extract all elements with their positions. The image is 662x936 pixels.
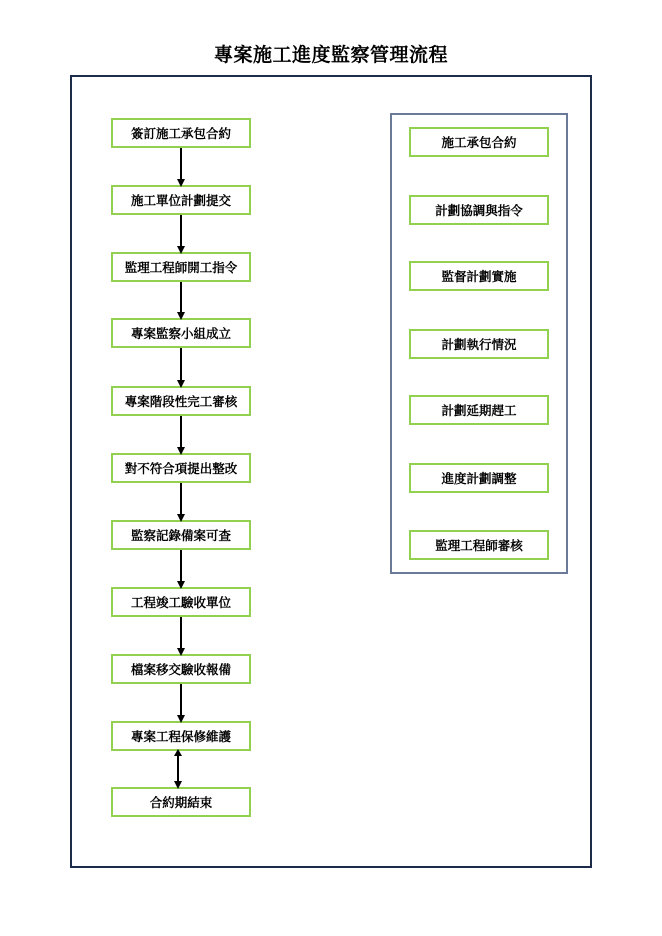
flow-step-7: 監察記錄備案可查	[111, 520, 251, 550]
side-item-7: 監理工程師審核	[409, 530, 549, 560]
flow-step-3: 監理工程師開工指令	[111, 252, 251, 282]
flow-step-4: 專案監察小組成立	[111, 318, 251, 348]
page-title: 專案施工進度監察管理流程	[213, 44, 448, 66]
arrow-10-tail-head	[174, 749, 182, 756]
side-item-6: 進度計劃調整	[409, 463, 549, 493]
flow-step-9: 檔案移交驗收報備	[111, 654, 251, 684]
side-item-1: 施工承包合約	[409, 127, 549, 157]
side-item-2: 計劃協調與指令	[409, 195, 549, 225]
flow-step-5: 專案階段性完工審核	[111, 386, 251, 416]
flow-step-8: 工程竣工驗收單位	[111, 587, 251, 617]
flow-step-6: 對不符合項提出整改	[111, 453, 251, 483]
side-item-3: 監督計劃實施	[409, 261, 549, 291]
flow-step-10: 專案工程保修維護	[111, 721, 251, 751]
flow-step-11: 合約期結束	[111, 787, 251, 817]
side-item-4: 計劃執行情況	[409, 329, 549, 359]
flow-step-2: 施工單位計劃提交	[111, 185, 251, 215]
flow-step-1: 簽訂施工承包合約	[111, 118, 251, 148]
side-item-5: 計劃延期趕工	[409, 395, 549, 425]
